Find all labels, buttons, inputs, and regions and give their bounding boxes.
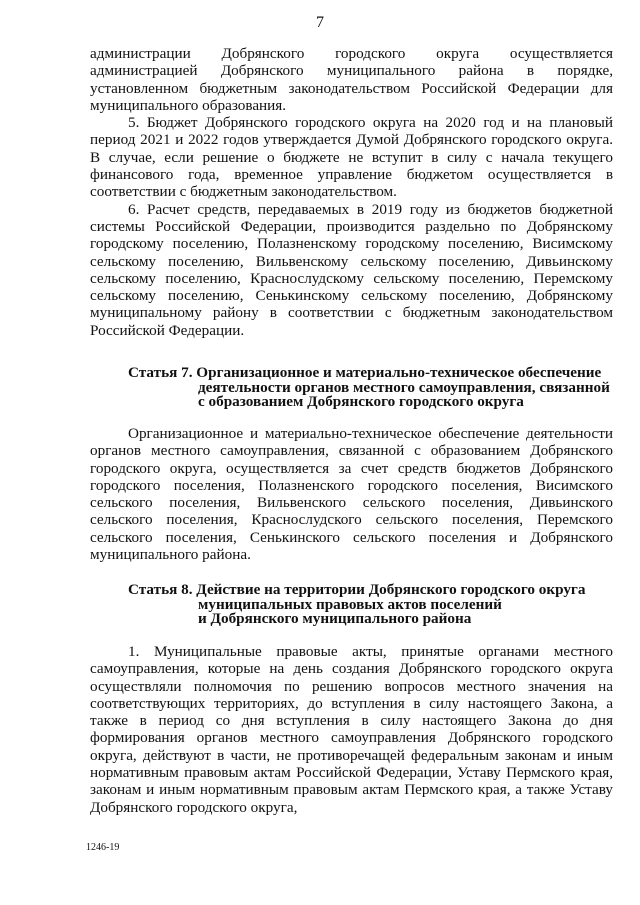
paragraph-continuation: администрации Добрянского городского округа осуществляется администрацией Добрянского муниципального района в порядке, установленном бюджетным законодательством Российской Федерации для муниципального образования. [90, 45, 613, 114]
article-8-heading-line-2: муниципальных правовых актов поселений [198, 595, 502, 613]
article-8-paragraph-1: 1. Муниципальные правовые акты, принятые органами местного самоуправления, которые на день создания Добрянского городского округа осуществляли полномочия по решению вопросов местного значения на соответствующих территориях, до вступления в силу настоящего Закона, а также в период со дня вступления в силу настоящего Закона до дня формирования органов местного самоуправления Добрянского городского округа, действуют в части, не противоречащей федеральным законам и иным нормативным правовым актам Российской Федерации, Уставу Пермского края, законам и иным нормативным правовым актам Пермского края, а также Уставу Добрянского городского округа, [90, 643, 613, 816]
article-8-heading-line-1: Статья 8. Действие на территории Добрянского городского округа [128, 581, 586, 598]
article-7-heading-line-1: Статья 7. Организационное и материально-техническое обеспечение [128, 364, 602, 381]
paragraph-6-funds-calculation: 6. Расчет средств, передаваемых в 2019 году из бюджетов бюджетной системы Российской Федерации, производится раздельно по Добрянскому городскому поселению, Полазненскому городскому поселению, Висимскому сельскому поселению, Вильвенскому сельскому поселению, Дивьинскому сельскому поселению, Краснослудскому сельскому поселению, Перемскому сельскому поселению, Сенькинскому сельскому поселению, Добрянскому муниципальному району в соответствии с бюджетным законодательством Российской Федерации. [90, 200, 613, 339]
intro-paragraphs [90, 45, 613, 339]
article-8-heading-line-3: и Добрянского муниципального района [198, 610, 472, 627]
article-8-body [90, 643, 613, 816]
paragraph-5-budget: 5. Бюджет Добрянского городского округа на 2020 год и на плановый период 2021 и 2022 годов утверждается Думой Добрянского городского округа. В случае, если решение о бюджете не вступит в силу с начала текущего финансового года, временное управление бюджетом осуществляется в соответствии с бюджетным законодательством. [90, 114, 613, 201]
page-number: 7 [316, 14, 324, 31]
article-7-body [90, 425, 613, 563]
article-7-paragraph: Организационное и материально-техническое обеспечение деятельности органов местного самоуправления, связанной с образованием Добрянского городского округа, осуществляется за счет средств бюджетов Добрянского городского поселения, Полазненского городского поселения, Висимского сельского поселения, Вильвенского сельского поселения, Дивьинского сельского поселения, Краснослудского сельского поселения, Перемского сельского поселения, Сенькинского сельского поселения и Добрянского муниципального района. [90, 425, 613, 564]
article-7-heading [128, 366, 618, 410]
document-code: 1246-19 [86, 842, 120, 853]
article-8-heading [128, 583, 618, 627]
article-7-heading-line-3: с образованием Добрянского городского округа [198, 393, 524, 410]
article-7-heading-line-2: деятельности органов местного самоуправления, связанной [198, 378, 610, 396]
